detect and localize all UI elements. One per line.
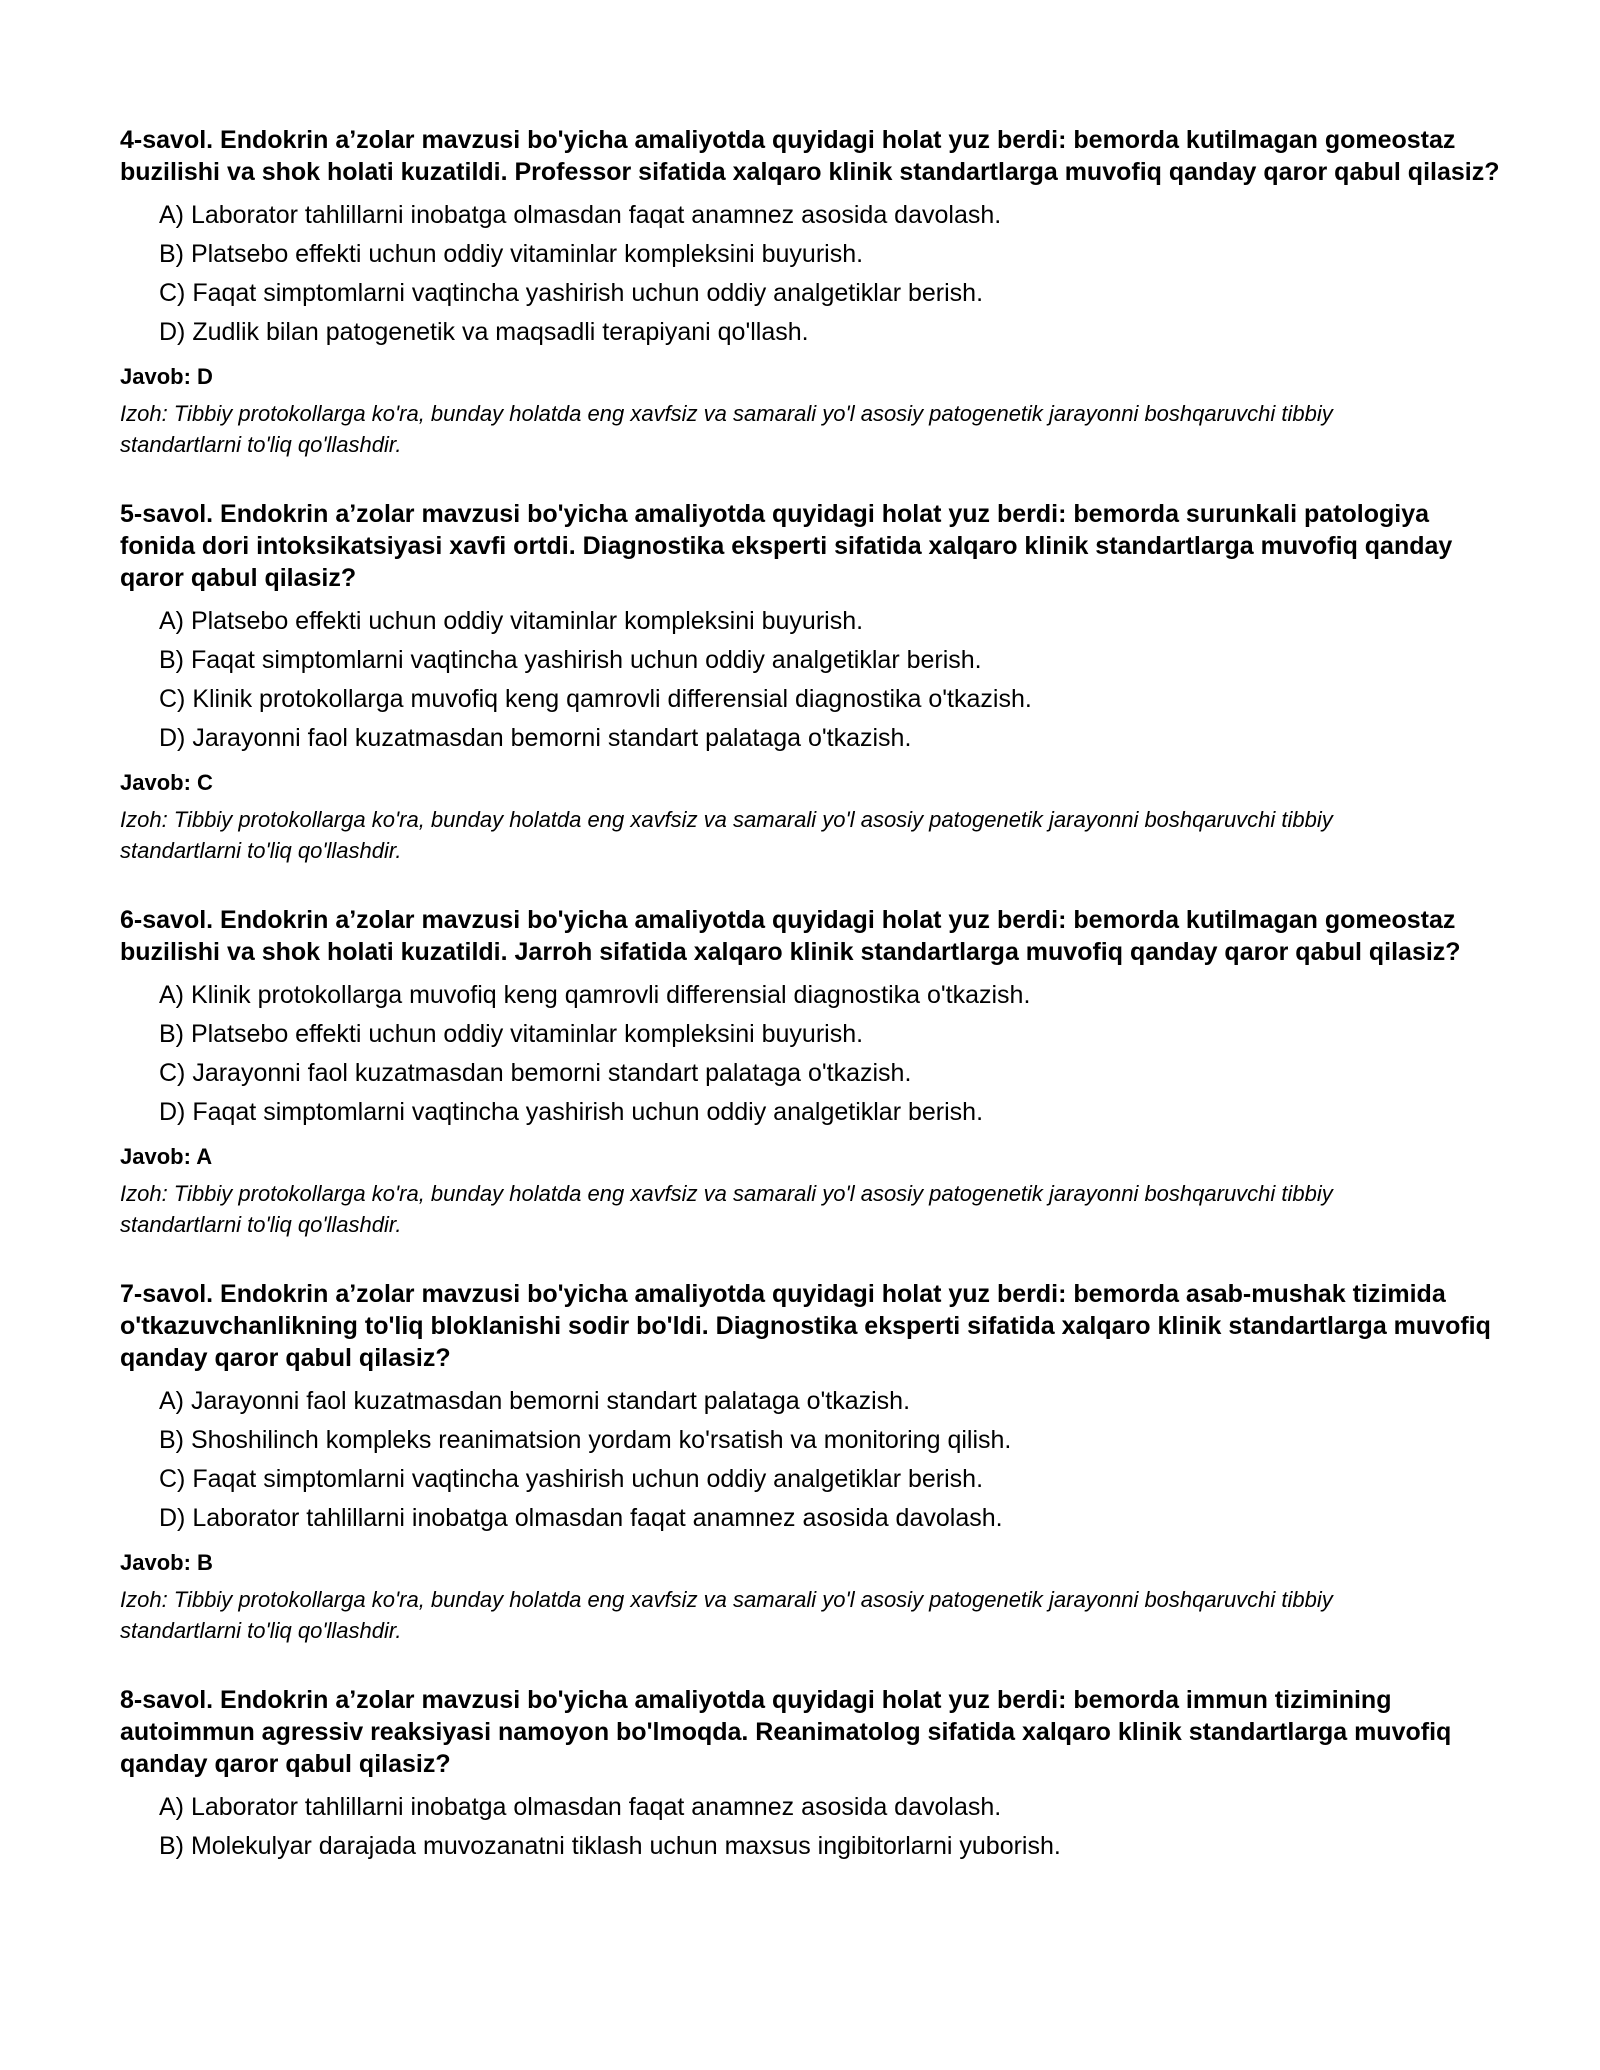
option-list bbox=[120, 602, 1500, 758]
option-list bbox=[120, 196, 1500, 352]
option-b: B) Faqat simptomlarni vaqtincha yashirish uchun oddiy analgetiklar berish. bbox=[159, 646, 982, 674]
option-a: A) Laborator tahlillarni inobatga olmasdan faqat anamnez asosida davolash. bbox=[159, 201, 1002, 229]
question-title: 4-savol. Endokrin a’zolar mavzusi bo'yicha amaliyotda quyidagi holat yuz berdi: bemorda kutilmagan gomeostaz buzilishi va shok holati kuzatildi. Professor sifatida xalqaro klinik standartlarga muvofiq qanday qaror qabul qilasiz? bbox=[120, 126, 1500, 186]
question-block bbox=[120, 498, 1500, 866]
explanation-note: Izoh: Tibbiy protokollarga ko'ra, bunday holatda eng xavfsiz va samarali yo'l asosiy patogenetik jarayonni boshqaruvchi tibbiy standartlarni to'liq qo'llashdir. bbox=[120, 807, 1333, 863]
question-title: 6-savol. Endokrin a’zolar mavzusi bo'yicha amaliyotda quyidagi holat yuz berdi: bemorda kutilmagan gomeostaz buzilishi va shok holati kuzatildi. Jarroh sifatida xalqaro klinik standartlarga muvofiq qanday qaror qabul qilasiz? bbox=[120, 906, 1461, 966]
option-b: B) Platsebo effekti uchun oddiy vitaminlar kompleksini buyurish. bbox=[159, 240, 864, 268]
option-b: B) Molekulyar darajada muvozanatni tiklash uchun maxsus ingibitorlarni yuborish. bbox=[159, 1832, 1061, 1860]
answer-label: Javob: D bbox=[120, 364, 213, 389]
question-title: 8-savol. Endokrin a’zolar mavzusi bo'yicha amaliyotda quyidagi holat yuz berdi: bemorda immun tizimining autoimmun agressiv reaksiyasi namoyon bo'lmoqda. Reanimatolog sifatida xalqaro klinik standartlarga muvofiq qanday qaror qabul qilasiz? bbox=[120, 1686, 1452, 1778]
option-list bbox=[120, 976, 1500, 1132]
option-d: D) Faqat simptomlarni vaqtincha yashirish uchun oddiy analgetiklar berish. bbox=[159, 1098, 984, 1126]
answer-label: Javob: A bbox=[120, 1144, 213, 1169]
option-list bbox=[120, 1382, 1500, 1538]
explanation-note: Izoh: Tibbiy protokollarga ko'ra, bunday holatda eng xavfsiz va samarali yo'l asosiy patogenetik jarayonni boshqaruvchi tibbiy standartlarni to'liq qo'llashdir. bbox=[120, 1181, 1333, 1237]
option-a: A) Laborator tahlillarni inobatga olmasdan faqat anamnez asosida davolash. bbox=[159, 1793, 1002, 1821]
option-d: D) Jarayonni faol kuzatmasdan bemorni standart palataga o'tkazish. bbox=[159, 724, 912, 752]
option-c: C) Jarayonni faol kuzatmasdan bemorni standart palataga o'tkazish. bbox=[159, 1059, 912, 1087]
answer-label: Javob: B bbox=[120, 1550, 213, 1575]
question-block bbox=[120, 124, 1500, 460]
option-d: D) Zudlik bilan patogenetik va maqsadli terapiyani qo'llash. bbox=[159, 318, 809, 346]
document-page bbox=[120, 124, 1500, 1904]
option-b: B) Platsebo effekti uchun oddiy vitaminlar kompleksini buyurish. bbox=[159, 1020, 864, 1048]
question-block bbox=[120, 1684, 1500, 1866]
option-c: C) Faqat simptomlarni vaqtincha yashirish uchun oddiy analgetiklar berish. bbox=[159, 279, 984, 307]
option-c: C) Klinik protokollarga muvofiq keng qamrovli differensial diagnostika o'tkazish. bbox=[159, 685, 1032, 713]
option-a: A) Klinik protokollarga muvofiq keng qamrovli differensial diagnostika o'tkazish. bbox=[159, 981, 1031, 1009]
option-c: C) Faqat simptomlarni vaqtincha yashirish uchun oddiy analgetiklar berish. bbox=[159, 1465, 984, 1493]
option-b: B) Shoshilinch kompleks reanimatsion yordam ko'rsatish va monitoring qilish. bbox=[159, 1426, 1012, 1454]
option-d: D) Laborator tahlillarni inobatga olmasdan faqat anamnez asosida davolash. bbox=[159, 1504, 1003, 1532]
question-block bbox=[120, 1278, 1500, 1646]
question-block bbox=[120, 904, 1500, 1240]
explanation-note: Izoh: Tibbiy protokollarga ko'ra, bunday holatda eng xavfsiz va samarali yo'l asosiy patogenetik jarayonni boshqaruvchi tibbiy standartlarni to'liq qo'llashdir. bbox=[120, 1587, 1333, 1643]
question-title: 7-savol. Endokrin a’zolar mavzusi bo'yicha amaliyotda quyidagi holat yuz berdi: bemorda asab-mushak tizimida o'tkazuvchanlikning to'liq bloklanishi sodir bo'ldi. Diagnostika eksperti sifatida xalqaro klinik standartlarga muvofiq qanday qaror qabul qilasiz? bbox=[120, 1280, 1491, 1372]
answer-label: Javob: C bbox=[120, 770, 213, 795]
option-list bbox=[120, 1788, 1500, 1866]
option-a: A) Jarayonni faol kuzatmasdan bemorni standart palataga o'tkazish. bbox=[159, 1387, 911, 1415]
option-a: A) Platsebo effekti uchun oddiy vitaminlar kompleksini buyurish. bbox=[159, 607, 864, 635]
question-title: 5-savol. Endokrin a’zolar mavzusi bo'yicha amaliyotda quyidagi holat yuz berdi: bemorda surunkali patologiya fonida dori intoksikatsiyasi xavfi ortdi. Diagnostika eksperti sifatida xalqaro klinik standartlarga muvofiq qanday qaror qabul qilasiz? bbox=[120, 500, 1453, 592]
explanation-note: Izoh: Tibbiy protokollarga ko'ra, bunday holatda eng xavfsiz va samarali yo'l asosiy patogenetik jarayonni boshqaruvchi tibbiy standartlarni to'liq qo'llashdir. bbox=[120, 401, 1333, 457]
